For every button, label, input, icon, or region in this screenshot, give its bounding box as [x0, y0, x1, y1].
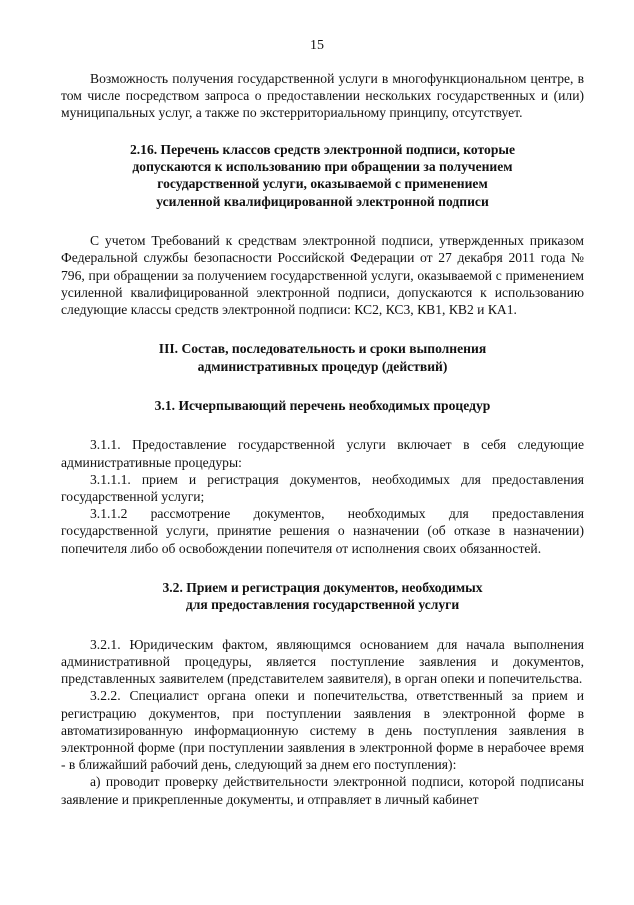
- page-number: 15: [310, 38, 324, 53]
- section-2-16-paragraph: С учетом Требований к средствам электронной подписи, утвержденных приказом Федеральной службы безопасности Российской Федерации от 27 декабря 2011 года № 796, при обращении за получением государственной услуги, оказываемой с применением усиленной квалифицированной электронной подписи, допускаются к использованию следующие классы средств электронной подписи: КС2, КС3, КВ1, КВ2 и КА1.: [61, 233, 584, 318]
- intro-paragraph: Возможность получения государственной услуги в многофункциональном центре, в том числе посредством запроса о предоставлении нескольких государственных и (или) муниципальных услуг, а также по экстерриториальному принципу, отсутствует.: [61, 71, 584, 121]
- section-2-16-heading: [61, 141, 584, 211]
- heading-line: III. Состав, последовательность и сроки выполнения: [158, 341, 487, 357]
- paragraph-3-1-1: 3.1.1. Предоставление государственной услуги включает в себя следующие административные процедуры:: [61, 437, 584, 470]
- heading-line: 2.16. Перечень классов средств электронной подписи, которые: [129, 141, 516, 157]
- section-3-1-heading: 3.1. Исчерпывающий перечень необходимых процедур: [154, 398, 491, 414]
- heading-line: для предоставления государственной услуги: [185, 597, 460, 613]
- paragraph-3-2-2: 3.2.2. Специалист органа опеки и попечительства, ответственный за прием и регистрацию документов, при поступлении заявления в электронной форме в автоматизированную информационную систему в день поступления заявления в электронной форме (при поступлении заявления в электронной форме в нерабочее время - в ближайший рабочий день, следующий за днем его поступления):: [61, 688, 584, 773]
- document-body: [61, 70, 584, 808]
- paragraph-3-2-2-a: а) проводит проверку действительности электронной подписи, которой подписаны заявление и прикрепленные документы, и отправляет в личный кабинет: [61, 774, 584, 807]
- section-3-2-heading: [61, 579, 584, 614]
- paragraph-3-1-1-1: 3.1.1.1. прием и регистрация документов, необходимых для предоставления государственной услуги;: [61, 471, 584, 505]
- heading-line: усиленной квалифицированной электронной подписи: [156, 193, 489, 209]
- heading-line: 3.2. Прием и регистрация документов, необходимых: [162, 579, 483, 595]
- section-3-heading: [61, 340, 584, 375]
- heading-line: государственной услуги, оказываемой с применением: [157, 176, 488, 192]
- paragraph-3-1-1-2: 3.1.1.2 рассмотрение документов, необходимых для предоставления государственной услуги, принятие решения о назначении (об отказе в назначении) попечителя либо об освобождении попечителя от исполнения своих обязанностей.: [61, 506, 584, 556]
- heading-line: административных процедур (действий): [197, 358, 448, 374]
- heading-line: допускаются к использованию при обращении за получением: [132, 159, 513, 175]
- paragraph-3-2-1: 3.2.1. Юридическим фактом, являющимся основанием для начала выполнения административной процедуры, является поступление заявления и документов, представленных заявителем (представителем заявителя), в орган опеки и попечительства.: [61, 636, 584, 687]
